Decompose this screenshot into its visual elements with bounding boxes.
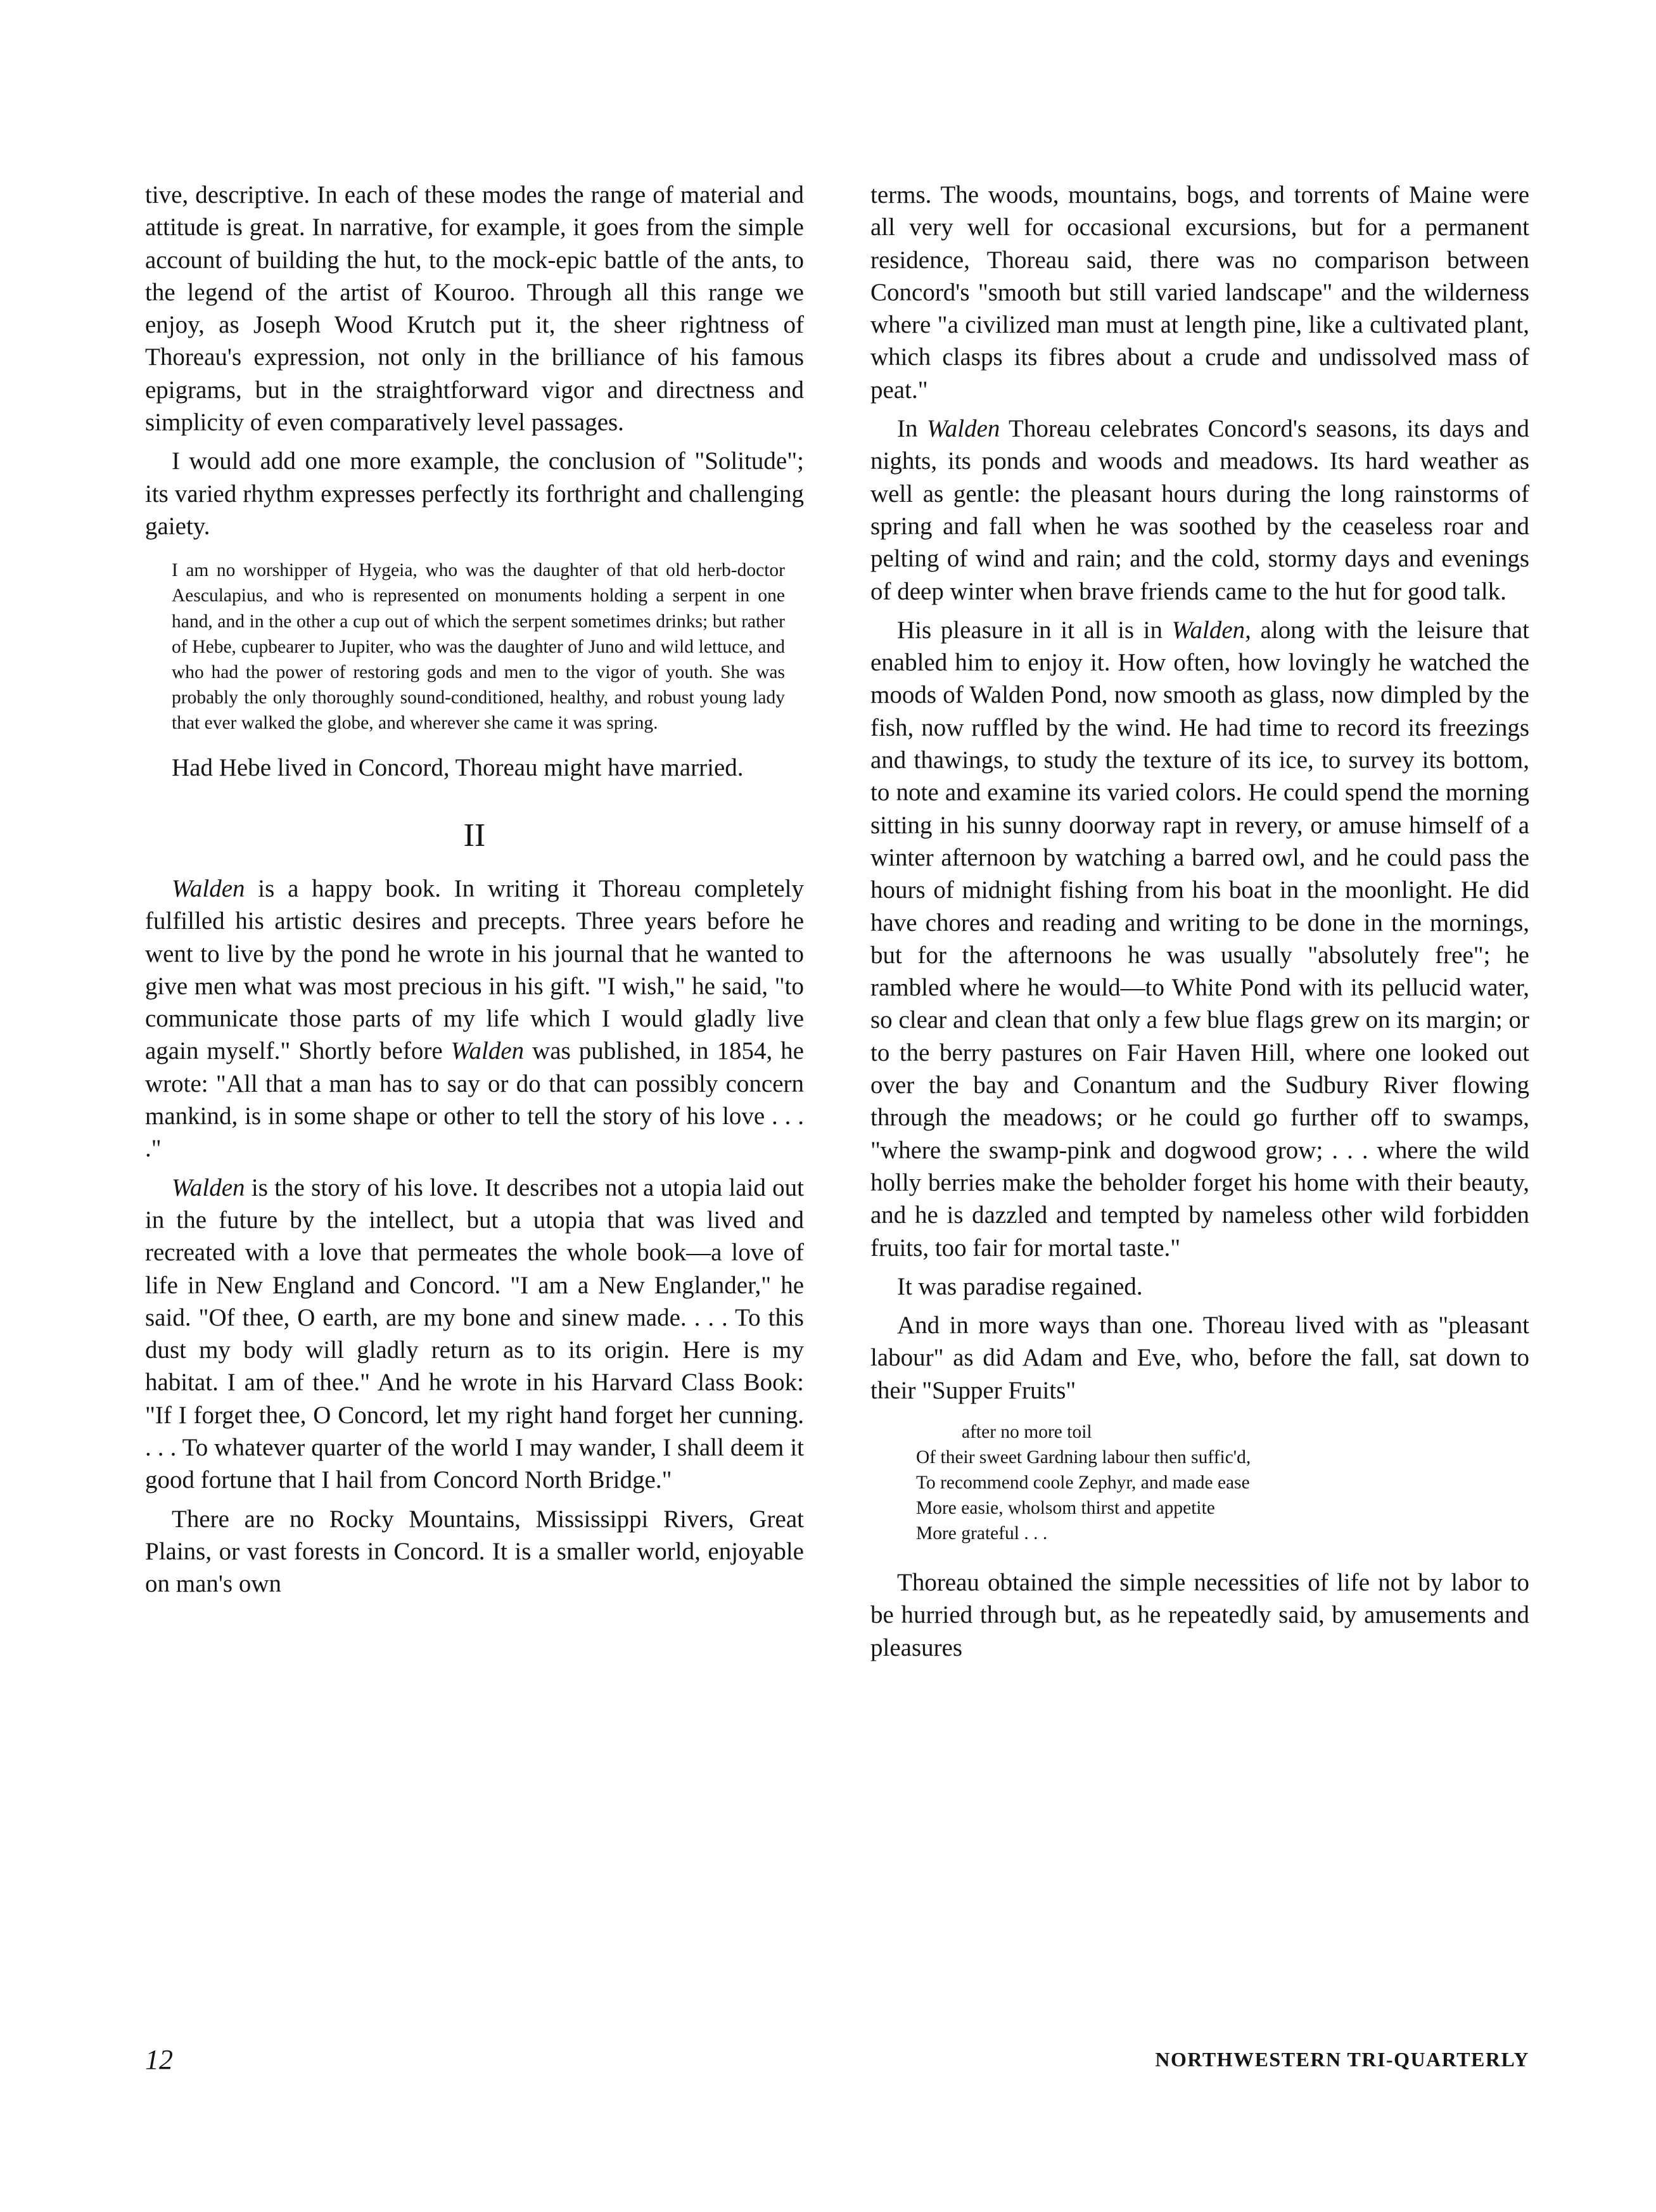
left-paragraph-6: There are no Rocky Mountains, Mississippi Rivers, Great Plains, or vast forests in Concord. It is a smaller world, enjoyable on man's own: [145, 1505, 804, 1598]
verse-line: More easie, wholsom thirst and appetite: [916, 1497, 1215, 1518]
paragraph-text: is the story of his love. It describes not a utopia laid out in the future by the intellect, but a utopia that was lived and recreated with a love that permeates the whole book—a love of life in New England and Concord. "I am a New Englander," he said. "Of thee, O earth, are my bone and sinew made. . . . To this dust my body will gladly return as to its origin. Here is my habitat. I am of thee." And he wrote in his Harvard Class Book: "If I forget thee, O Concord, let my right hand forget her cunning. . . . To whatever quarter of the world I may wander, I shall deem it good fortune that I hail from Concord North Bridge.": [145, 1173, 804, 1494]
left-paragraph-1: tive, descriptive. In each of these modes the range of material and attitude is great. In narrative, for example, it goes from the simple account of building the hut, to the mock-epic battle of the ants, to the legend of the artist of Kouroo. Through all this range we enjoy, as Joseph Wood Krutch put it, the sheer rightness of Thoreau's expression, not only in the brilliance of his famous epigrams, but in the straightforward vigor and directness and simplicity of even comparatively level passages.: [145, 181, 804, 437]
paragraph-text: along with the leisure that enabled him to enjoy it. How often, how lovingly he watched the moods of Walden Pond, now smooth as glass, now dimpled by the fish, now ruffled by the wind. He had time to record its freezings and thawings, to study the texture of its ice, to survey its bottom, to note and examine its varied colors. He could spend the morning sitting in his sunny doorway rapt in revery, or amuse himself of a winter afternoon by watching a barred owl, and he could pass the hours of midnight fishing from his boat in the moonlight. He did have chores and reading and writing to be done in the mornings, but for the afternoons he was usually "absolutely free"; he rambled where he would—to White Pond with its pellucid water, so clear and clean that only a few blue flags grew on its margin; or to the berry pastures on Fair Haven Hill, where one looked out over the bay and Conantum and the Sudbury River flowing through the meadows; or he could go further off to swamps, "where the swamp-pink and dogwood grow; . . . where the wild holly berries make the beholder forget his home with their beauty, and he is dazzled and tempted by nameless other wild forbidden fruits, too fair for mortal taste.": [870, 616, 1529, 1262]
section-heading: II: [463, 817, 486, 853]
verse-line: More grateful . . .: [916, 1523, 1048, 1544]
page-number: 12: [145, 2044, 173, 2075]
paragraph-text: Thoreau celebrates Concord's seasons, its days and nights, its ponds and woods and meadows. Its hard weather as well as gentle: the pleasant hours during the long rainstorms of spring and fall when he was soothed by the ceaseless roar and pelting of wind and rain; and the cold, stormy days and evenings of deep winter when brave friends came to the hut for good talk.: [870, 415, 1529, 605]
paragraph-text: His pleasure in it all is in: [897, 616, 1172, 644]
right-paragraph-5: And in more ways than one. Thoreau lived with as "pleasant labour" as did Adam and Eve, who, before the fall, sat down to their "Supper Fruits": [870, 1312, 1529, 1404]
verse-line: Of their sweet Gardning labour then suffic'd,: [916, 1447, 1251, 1467]
verse-line: after no more toil: [962, 1421, 1092, 1442]
left-paragraph-5: [145, 1172, 804, 1497]
title-walden: Walden: [926, 415, 1000, 443]
right-paragraph-4: It was paradise regained.: [897, 1272, 1143, 1300]
title-walden: Walden: [450, 1037, 525, 1065]
right-paragraph-6: Thoreau obtained the simple necessities of life not by labor to be hurried through but, as he repeatedly said, by amusements and pleasures: [870, 1568, 1529, 1661]
right-paragraph-1: terms. The woods, mountains, bogs, and torrents of Maine were all very well for occasional excursions, but for a permanent residence, Thoreau said, there was no comparison between Concord's "smooth but still varied landscape" and the wilderness where "a civilized man must at length pine, like a cultivated plant, which clasps its fibres about a crude and undissolved mass of peat.": [870, 181, 1529, 404]
left-paragraph-4: [145, 873, 804, 1165]
left-paragraph-2: I would add one more example, the conclusion of "Solitude"; its varied rhythm expresses perfectly its forthright and challenging gaiety.: [145, 447, 804, 540]
journal-title: NORTHWESTERN TRI-QUARTERLY: [1155, 2048, 1529, 2071]
right-paragraph-3: [870, 614, 1529, 1264]
right-paragraph-2: [870, 412, 1529, 608]
paragraph-text: is a happy book. In writing it Thoreau completely fulfilled his artistic desires and precepts. Three years before he went to live by the pond he wrote in his journal that he wanted to give men what was most precious in his gift. "I wish," he said, "to communicate those parts of my life which I would gladly live again myself." Shortly before: [145, 874, 804, 1065]
title-walden: Walden,: [1171, 616, 1251, 644]
left-paragraph-3: Had Hebe lived in Concord, Thoreau might have married.: [172, 753, 744, 781]
paragraph-text: In: [897, 415, 927, 443]
title-walden: Walden: [172, 874, 245, 902]
paragraph-text: was published, in 1854, he wrote: "All that a man has to say or do that can possibly concern mankind, is in some shape or other to tell the story of his love . . . .": [145, 1037, 804, 1163]
verse-line: To recommend coole Zephyr, and made ease: [916, 1472, 1250, 1493]
title-walden: Walden: [172, 1173, 245, 1201]
verse-quote: [916, 1419, 1529, 1546]
right-column: [870, 179, 1529, 1670]
left-column: [145, 179, 804, 1607]
block-quote: I am no worshipper of Hygeia, who was the daughter of that old herb-doctor Aesculapius, and who is represented on monuments holding a serpent in one hand, and in the other a cup out of which the serpent sometimes drinks; but rather of Hebe, cupbearer to Jupiter, who was the daughter of Juno and wild lettuce, and who had the power of restoring gods and men to the vigor of youth. She was probably the only thoroughly sound-conditioned, healthy, and robust young lady that ever walked the globe, and wherever she came it was spring.: [172, 560, 785, 734]
